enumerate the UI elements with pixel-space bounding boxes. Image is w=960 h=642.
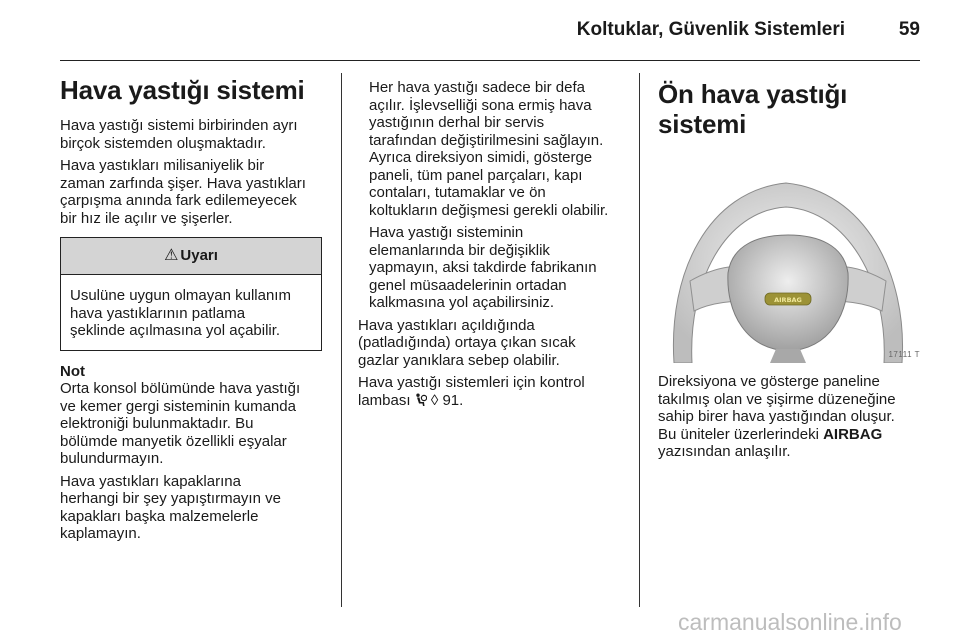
- warning-box: [60, 237, 322, 351]
- section-heading-front-airbag: Ön hava yastığı sistemi: [658, 79, 848, 139]
- column-divider-1: [341, 73, 342, 607]
- page-number: 59: [898, 19, 920, 40]
- image-code: 17111 T: [888, 349, 920, 359]
- note-label: Not: [60, 362, 85, 380]
- watermark: carmanualsonline.info: [678, 609, 902, 635]
- column-2: [358, 79, 624, 414]
- paragraph-control-lamp: Hava yastığı sistemleri için kontrol lambası ◊ 91.: [358, 374, 585, 409]
- paragraph: Hava yastıkları kapaklarına herhangi bir şey yapıştırmayın ve kapakları başka malzemelerle kaplamayın.: [60, 472, 281, 542]
- header-title: Koltuklar, Güvenlik Sistemleri: [576, 19, 845, 40]
- airbag-lamp-icon: [415, 393, 427, 407]
- header-rule: [60, 60, 920, 61]
- warning-header: [61, 238, 321, 275]
- warning-label: Uyarı: [180, 247, 218, 265]
- airbag-label: AIRBAG: [823, 425, 883, 443]
- paragraph: Direksiyona ve gösterge paneline takılmış olan ve şişirme düzeneğine sahip birer hava yastığından oluşur. Bu üniteler üzerlerindeki AIRBAG yazısından anlaşılır.: [658, 373, 896, 460]
- page-reference[interactable]: 91.: [442, 391, 464, 409]
- paragraph: Hava yastığı sisteminin elemanlarında bir değişiklik yapmayın, aksi takdirde fabrikanın genel müsaadelerinin ortadan kalkmasına yol açabilirsiniz.: [369, 224, 597, 311]
- paragraph: Hava yastığı sistemi birbirinden ayrı birçok sistemden oluşmaktadır.: [60, 117, 298, 152]
- paragraph: Her hava yastığı sadece bir defa açılır. İşlevselliği sona ermiş hava yastığının derhal bir servis tarafından değiştirilmesini sağlayın. Ayrıca direksiyon simidi, gösterge paneli, tüm panel parçaları, kapı contaları, tutamaklar ve ön koltukların değişmesi gerekli olabilir.: [369, 79, 609, 219]
- wheel-airbag-badge: AIRBAG: [774, 296, 802, 304]
- section-heading-airbag-system: Hava yastığı sistemi: [60, 75, 305, 105]
- page-reference-icon: ◊: [430, 391, 439, 409]
- column-divider-2: [639, 73, 640, 607]
- warning-text: Usulüne uygun olmayan kullanım hava yastıklarının patlama şeklinde açılmasına yol açabilir.: [70, 287, 291, 339]
- paragraph: Hava yastıkları açıldığında (patladığında) ortaya çıkan sıcak gazlar yanıklara sebep olabilir.: [358, 316, 576, 369]
- note-text: Orta konsol bölümünde hava yastığı ve kemer gergi sisteminin kumanda elektroniği bulunmaktadır. Bu bölümde manyetik özellikli eşyalar bulundurmayın.: [60, 380, 301, 467]
- steering-wheel-figure: [658, 153, 920, 363]
- column-1: [60, 75, 322, 548]
- note: [60, 363, 322, 468]
- steering-wheel-image: [658, 153, 920, 363]
- warning-triangle-icon: ⚠: [164, 247, 179, 265]
- column-3: [658, 79, 920, 466]
- paragraph: Hava yastıkları milisaniyelik bir zaman zarfında şişer. Hava yastıkları çarpışma anında fark edilemeyecek bir hız ile açılır ve şişerler.: [60, 157, 306, 227]
